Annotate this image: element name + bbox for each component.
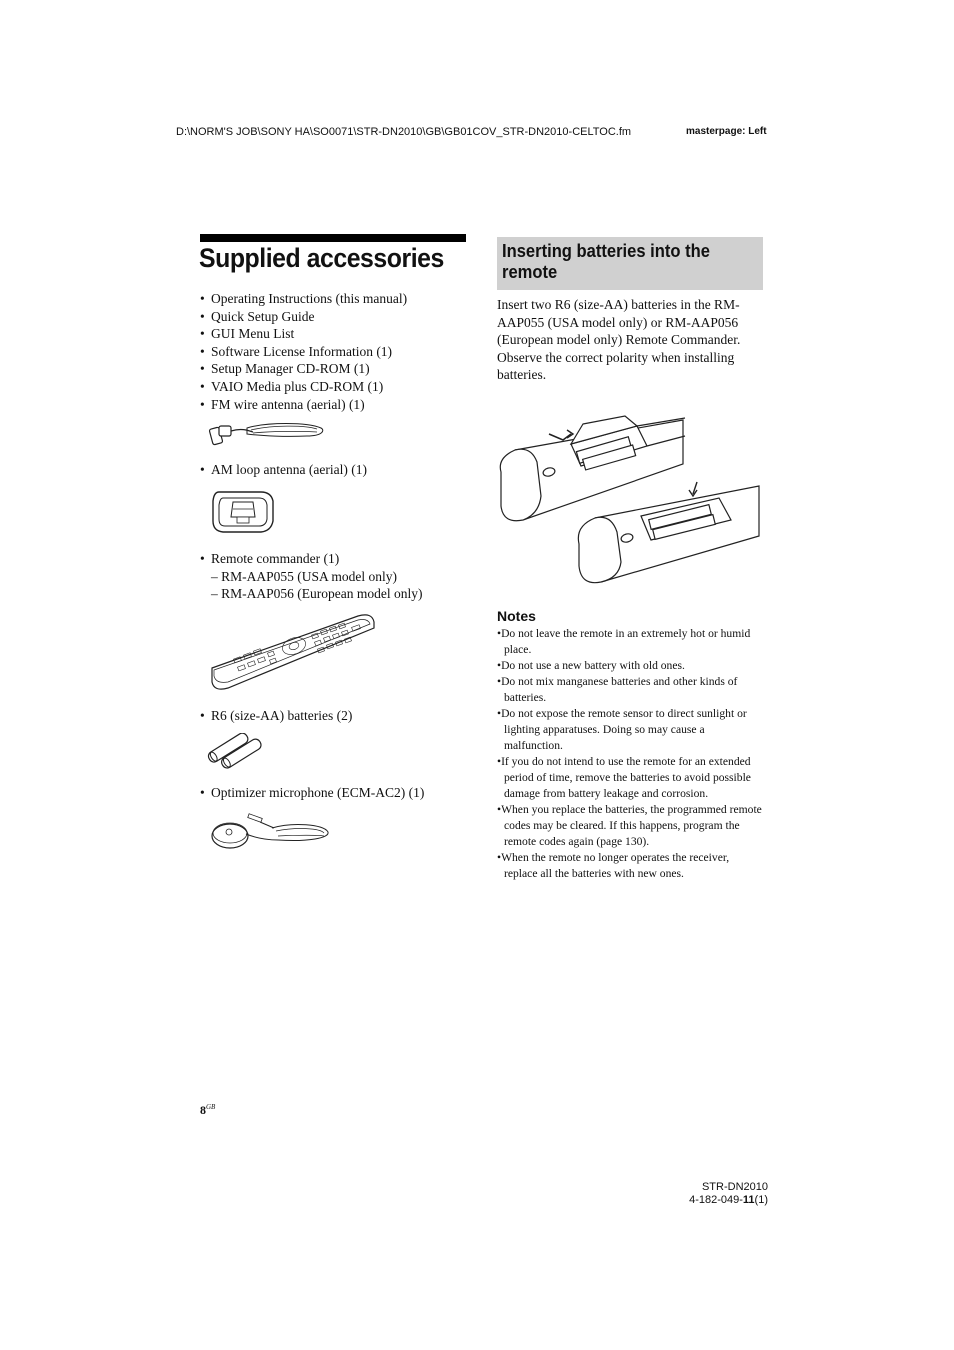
list-item: •Do not use a new battery with old ones.	[497, 659, 685, 672]
model-code: STR-DN2010 4-182-049-11(1)	[689, 1181, 768, 1206]
am-loop-antenna-illustration	[209, 487, 279, 537]
list-item: • AM loop antenna (aerial) (1)	[200, 462, 367, 477]
intro-paragraph: Insert two R6 (size-AA) batteries in the RM-AAP055 (USA model only) or RM-AAP056 (European model only) Remote Commander.	[497, 297, 741, 348]
section-title-batteries: Inserting batteries into the remote	[502, 241, 710, 282]
list-item: •If you do not intend to use the remote for an extended period of time, remove the batteries to avoid possible damage from battery leakage and corrosion.	[497, 755, 751, 800]
fm-antenna-illustration	[207, 418, 327, 452]
list-item: • FM wire antenna (aerial) (1)	[200, 396, 365, 412]
list-item: • GUI Menu List	[200, 326, 295, 342]
list-item: •Do not expose the remote sensor to direct sunlight or lighting apparatuses. Doing so may cause a malfunction.	[497, 707, 747, 752]
battery-insertion-illustration	[497, 414, 763, 590]
list-item: • R6 (size-AA) batteries (2)	[200, 708, 353, 723]
notes-list	[497, 626, 765, 882]
intro-paragraph: Observe the correct polarity when installing batteries.	[497, 349, 735, 383]
list-item: •Do not mix manganese batteries and other kinds of batteries.	[497, 675, 738, 704]
list-item: •When you replace the batteries, the programmed remote codes may be cleared. If this happens, program the remote codes again (page 130).	[497, 803, 762, 848]
list-item: • Optimizer microphone (ECM-AC2) (1)	[200, 785, 425, 800]
microphone-illustration	[208, 810, 332, 856]
batteries-illustration	[207, 733, 263, 769]
list-item: • Software License Information (1)	[200, 343, 393, 359]
list-item: • Setup Manager CD-ROM (1)	[200, 361, 370, 377]
file-path-header: D:\NORM'S JOB\SONY HA\SO0071\STR-DN2010\GB\GB01COV_STR-DN2010-CELTOC.fm	[176, 126, 632, 138]
remote-commander-illustration	[208, 612, 376, 694]
title-rule	[200, 234, 466, 242]
page-number: $8^{GB}$	[200, 1103, 216, 1117]
list-item: • Quick Setup Guide	[200, 308, 315, 324]
notes-heading: Notes	[497, 608, 536, 624]
list-item: •Do not leave the remote in an extremely hot or humid place.	[497, 627, 751, 656]
remote-list-item: • Remote commander (1) – RM-AAP055 (USA model only) – RM-AAP056 (European model only)	[200, 551, 423, 602]
list-item: • VAIO Media plus CD-ROM (1)	[200, 378, 384, 394]
masterpage-label: masterpage: Left	[686, 126, 767, 137]
list-item: •When the remote no longer operates the receiver, replace all the batteries with new ones.	[497, 851, 730, 880]
list-item: • Operating Instructions (this manual)	[200, 291, 408, 306]
section-title-accessories: Supplied accessories	[199, 243, 444, 273]
battery-instructions	[497, 296, 767, 384]
accessories-list	[200, 290, 470, 413]
